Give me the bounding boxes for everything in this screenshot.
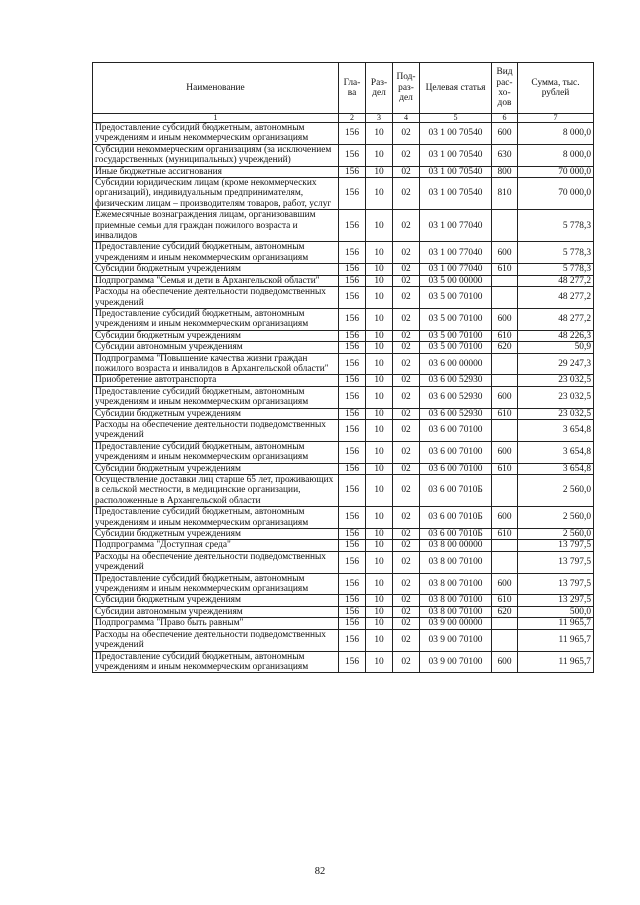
table-row [93,507,594,529]
row-section: 10 [366,144,393,166]
row-section: 10 [366,618,393,629]
table-row [93,375,594,386]
row-name: Субсидии автономным учреждениям [93,606,339,617]
header-subsection: Под-раз-дел [393,63,420,114]
row-sum: 2 560,0 [518,507,594,529]
row-target-article: 03 6 00 52930 [420,375,492,386]
row-name: Ежемесячные вознаграждения лицам, организовавшим приемные семьи для граждан пожилого возраста и инвалидов [93,210,339,242]
row-expense-type [492,287,518,309]
row-chapter: 156 [339,210,366,242]
row-section: 10 [366,242,393,264]
row-sum: 8 000,0 [518,144,594,166]
row-target-article: 03 8 00 00000 [420,540,492,551]
column-number: 2 [339,114,366,123]
table-row [93,308,594,330]
row-section: 10 [366,540,393,551]
row-subsection: 02 [393,330,420,341]
row-subsection: 02 [393,308,420,330]
header-target-article: Целевая статья [420,63,492,114]
row-expense-type: 600 [492,573,518,595]
row-name: Предоставление субсидий бюджетным, автономным учреждениям и иным некоммерческим организациям [93,242,339,264]
row-subsection: 02 [393,178,420,210]
table-row [93,606,594,617]
row-expense-type: 600 [492,123,518,145]
row-name: Приобретение автотранспорта [93,375,339,386]
row-chapter: 156 [339,629,366,651]
row-expense-type: 810 [492,178,518,210]
row-section: 10 [366,210,393,242]
row-chapter: 156 [339,375,366,386]
row-sum: 2 560,0 [518,529,594,540]
row-name: Предоставление субсидий бюджетным, автономным учреждениям и иным некоммерческим организациям [93,651,339,673]
budget-table [92,62,594,673]
row-name: Подпрограмма "Право быть равным" [93,618,339,629]
row-target-article: 03 6 00 52930 [420,386,492,408]
row-section: 10 [366,573,393,595]
row-sum: 48 226,3 [518,330,594,341]
row-target-article: 03 1 00 70540 [420,166,492,177]
row-expense-type [492,275,518,286]
row-chapter: 156 [339,408,366,419]
row-expense-type: 800 [492,166,518,177]
row-expense-type: 600 [492,651,518,673]
row-section: 10 [366,507,393,529]
row-chapter: 156 [339,595,366,606]
row-target-article: 03 8 00 70100 [420,595,492,606]
table-body [93,123,594,673]
header-section: Раз-дел [366,63,393,114]
row-sum: 70 000,0 [518,166,594,177]
row-sum: 50,9 [518,342,594,353]
row-expense-type: 610 [492,529,518,540]
row-name: Субсидии автономным учреждениям [93,342,339,353]
row-section: 10 [366,342,393,353]
row-name: Субсидии бюджетным учреждениям [93,529,339,540]
row-chapter: 156 [339,123,366,145]
row-subsection: 02 [393,275,420,286]
column-number-row [93,114,594,123]
row-target-article: 03 6 00 7010Б [420,529,492,540]
row-sum: 23 032,5 [518,386,594,408]
row-expense-type [492,210,518,242]
row-target-article: 03 5 00 70100 [420,330,492,341]
table-row [93,144,594,166]
row-expense-type: 610 [492,264,518,275]
row-target-article: 03 5 00 70100 [420,287,492,309]
row-sum: 48 277,2 [518,287,594,309]
table-row [93,540,594,551]
row-name: Предоставление субсидий бюджетным, автономным учреждениям и иным некоммерческим организациям [93,123,339,145]
row-chapter: 156 [339,475,366,507]
row-name: Подпрограмма "Повышение качества жизни граждан пожилого возраста и инвалидов в Архангельской области" [93,353,339,375]
table-row [93,529,594,540]
row-name: Расходы на обеспечение деятельности подведомственных учреждений [93,287,339,309]
row-target-article: 03 9 00 70100 [420,629,492,651]
row-section: 10 [366,353,393,375]
row-subsection: 02 [393,463,420,474]
row-target-article: 03 6 00 52930 [420,408,492,419]
row-chapter: 156 [339,308,366,330]
table-row [93,419,594,441]
header-sum: Сумма, тыс. рублей [518,63,594,114]
row-section: 10 [366,275,393,286]
row-expense-type [492,551,518,573]
row-sum: 5 778,3 [518,264,594,275]
row-chapter: 156 [339,651,366,673]
row-section: 10 [366,386,393,408]
row-name: Субсидии некоммерческим организациям (за исключением государственных (муниципальных) учреждений) [93,144,339,166]
row-subsection: 02 [393,475,420,507]
table-row [93,629,594,651]
row-subsection: 02 [393,264,420,275]
table-row [93,342,594,353]
row-chapter: 156 [339,419,366,441]
row-sum: 48 277,2 [518,275,594,286]
row-chapter: 156 [339,166,366,177]
row-name: Субсидии бюджетным учреждениям [93,330,339,341]
row-expense-type: 620 [492,606,518,617]
row-target-article: 03 6 00 7010Б [420,507,492,529]
table-row [93,330,594,341]
header-name: Наименование [93,63,339,114]
row-name: Субсидии бюджетным учреждениям [93,463,339,474]
row-sum: 13 797,5 [518,551,594,573]
row-name: Осуществление доставки лиц старше 65 лет, проживающих в сельской местности, в медицинские организации, расположенные в Архангельской области [93,475,339,507]
table-row [93,287,594,309]
page-number: 82 [314,866,326,877]
table-row [93,353,594,375]
column-number: 3 [366,114,393,123]
header-expense-type: Вид рас-хо-дов [492,63,518,114]
row-target-article: 03 8 00 70100 [420,551,492,573]
row-name: Расходы на обеспечение деятельности подведомственных учреждений [93,551,339,573]
row-section: 10 [366,308,393,330]
row-expense-type: 600 [492,441,518,463]
header-chapter: Гла-ва [339,63,366,114]
row-section: 10 [366,408,393,419]
row-subsection: 02 [393,342,420,353]
row-sum: 23 032,5 [518,408,594,419]
row-name: Предоставление субсидий бюджетным, автономным учреждениям и иным некоммерческим организациям [93,573,339,595]
row-sum: 2 560,0 [518,475,594,507]
table-row [93,408,594,419]
table-row [93,651,594,673]
row-sum: 3 654,8 [518,419,594,441]
table-row [93,618,594,629]
table-row [93,551,594,573]
row-subsection: 02 [393,144,420,166]
row-chapter: 156 [339,264,366,275]
row-expense-type [492,419,518,441]
row-section: 10 [366,629,393,651]
row-subsection: 02 [393,166,420,177]
column-number: 1 [93,114,339,123]
table-row [93,573,594,595]
row-subsection: 02 [393,353,420,375]
row-chapter: 156 [339,342,366,353]
row-sum: 13 797,5 [518,573,594,595]
row-name: Подпрограмма "Семья и дети в Архангельской области" [93,275,339,286]
row-target-article: 03 1 00 70540 [420,144,492,166]
column-number: 5 [420,114,492,123]
row-sum: 11 965,7 [518,651,594,673]
row-section: 10 [366,166,393,177]
row-target-article: 03 5 00 70100 [420,308,492,330]
table-row [93,178,594,210]
row-target-article: 03 6 00 70100 [420,441,492,463]
row-subsection: 02 [393,408,420,419]
column-number: 4 [393,114,420,123]
row-section: 10 [366,375,393,386]
column-number: 6 [492,114,518,123]
table-row [93,166,594,177]
row-chapter: 156 [339,573,366,595]
table-row [93,441,594,463]
row-sum: 11 965,7 [518,629,594,651]
row-sum: 3 654,8 [518,441,594,463]
row-target-article: 03 1 00 70540 [420,178,492,210]
row-section: 10 [366,330,393,341]
row-section: 10 [366,287,393,309]
row-target-article: 03 1 00 70540 [420,123,492,145]
row-expense-type [492,475,518,507]
row-target-article: 03 5 00 70100 [420,342,492,353]
row-section: 10 [366,595,393,606]
header-row [93,63,594,114]
row-target-article: 03 6 00 70100 [420,419,492,441]
row-subsection: 02 [393,618,420,629]
row-subsection: 02 [393,651,420,673]
row-sum: 5 778,3 [518,210,594,242]
row-chapter: 156 [339,463,366,474]
row-chapter: 156 [339,386,366,408]
table-row [93,475,594,507]
row-target-article: 03 8 00 70100 [420,606,492,617]
table-row [93,595,594,606]
row-expense-type: 610 [492,330,518,341]
row-subsection: 02 [393,507,420,529]
row-expense-type [492,353,518,375]
row-chapter: 156 [339,330,366,341]
row-target-article: 03 9 00 00000 [420,618,492,629]
row-target-article: 03 6 00 70100 [420,463,492,474]
row-target-article: 03 1 00 77040 [420,242,492,264]
row-subsection: 02 [393,242,420,264]
row-chapter: 156 [339,178,366,210]
row-subsection: 02 [393,629,420,651]
row-chapter: 156 [339,540,366,551]
row-sum: 500,0 [518,606,594,617]
table-row [93,264,594,275]
row-subsection: 02 [393,375,420,386]
row-subsection: 02 [393,529,420,540]
row-name: Субсидии юридическим лицам (кроме некоммерческих организаций), индивидуальным предпринимателям, физическим лицам – производителям товаров, работ, услуг [93,178,339,210]
row-target-article: 03 1 00 77040 [420,264,492,275]
row-expense-type: 600 [492,242,518,264]
row-subsection: 02 [393,606,420,617]
row-name: Предоставление субсидий бюджетным, автономным учреждениям и иным некоммерческим организациям [93,386,339,408]
row-chapter: 156 [339,507,366,529]
row-target-article: 03 9 00 70100 [420,651,492,673]
row-name: Субсидии бюджетным учреждениям [93,264,339,275]
row-section: 10 [366,651,393,673]
row-expense-type: 600 [492,386,518,408]
row-subsection: 02 [393,551,420,573]
row-section: 10 [366,123,393,145]
row-subsection: 02 [393,441,420,463]
row-section: 10 [366,606,393,617]
row-name: Расходы на обеспечение деятельности подведомственных учреждений [93,629,339,651]
row-expense-type: 600 [492,308,518,330]
row-chapter: 156 [339,529,366,540]
row-expense-type [492,375,518,386]
row-section: 10 [366,264,393,275]
row-subsection: 02 [393,287,420,309]
table-row [93,463,594,474]
row-sum: 5 778,3 [518,242,594,264]
row-chapter: 156 [339,441,366,463]
row-section: 10 [366,463,393,474]
row-section: 10 [366,178,393,210]
row-expense-type: 620 [492,342,518,353]
table-row [93,275,594,286]
row-section: 10 [366,441,393,463]
table-row [93,210,594,242]
table-row [93,123,594,145]
row-expense-type [492,540,518,551]
row-chapter: 156 [339,353,366,375]
row-chapter: 156 [339,144,366,166]
row-name: Предоставление субсидий бюджетным, автономным учреждениям и иным некоммерческим организациям [93,507,339,529]
row-sum: 48 277,2 [518,308,594,330]
row-name: Предоставление субсидий бюджетным, автономным учреждениям и иным некоммерческим организациям [93,441,339,463]
row-name: Предоставление субсидий бюджетным, автономным учреждениям и иным некоммерческим организациям [93,308,339,330]
row-subsection: 02 [393,419,420,441]
row-chapter: 156 [339,606,366,617]
row-name: Субсидии бюджетным учреждениям [93,595,339,606]
row-subsection: 02 [393,540,420,551]
row-expense-type [492,629,518,651]
row-chapter: 156 [339,551,366,573]
row-expense-type: 630 [492,144,518,166]
row-chapter: 156 [339,275,366,286]
row-subsection: 02 [393,595,420,606]
row-expense-type: 600 [492,507,518,529]
row-target-article: 03 6 00 00000 [420,353,492,375]
row-sum: 13 297,5 [518,595,594,606]
row-expense-type: 610 [492,463,518,474]
row-sum: 23 032,5 [518,375,594,386]
row-subsection: 02 [393,123,420,145]
table-row [93,386,594,408]
row-sum: 13 797,5 [518,540,594,551]
row-name: Подпрограмма "Доступная среда" [93,540,339,551]
row-subsection: 02 [393,573,420,595]
row-name: Субсидии бюджетным учреждениям [93,408,339,419]
row-section: 10 [366,529,393,540]
row-section: 10 [366,475,393,507]
row-target-article: 03 5 00 00000 [420,275,492,286]
row-target-article: 03 6 00 7010Б [420,475,492,507]
row-section: 10 [366,551,393,573]
row-sum: 3 654,8 [518,463,594,474]
row-sum: 8 000,0 [518,123,594,145]
row-name: Иные бюджетные ассигнования [93,166,339,177]
row-subsection: 02 [393,210,420,242]
row-section: 10 [366,419,393,441]
row-expense-type: 610 [492,408,518,419]
row-chapter: 156 [339,618,366,629]
row-sum: 11 965,7 [518,618,594,629]
row-chapter: 156 [339,242,366,264]
row-chapter: 156 [339,287,366,309]
row-subsection: 02 [393,386,420,408]
row-target-article: 03 1 00 77040 [420,210,492,242]
row-sum: 29 247,3 [518,353,594,375]
row-expense-type: 610 [492,595,518,606]
row-target-article: 03 8 00 70100 [420,573,492,595]
column-number: 7 [518,114,594,123]
row-sum: 70 000,0 [518,178,594,210]
table-row [93,242,594,264]
row-expense-type [492,618,518,629]
row-name: Расходы на обеспечение деятельности подведомственных учреждений [93,419,339,441]
